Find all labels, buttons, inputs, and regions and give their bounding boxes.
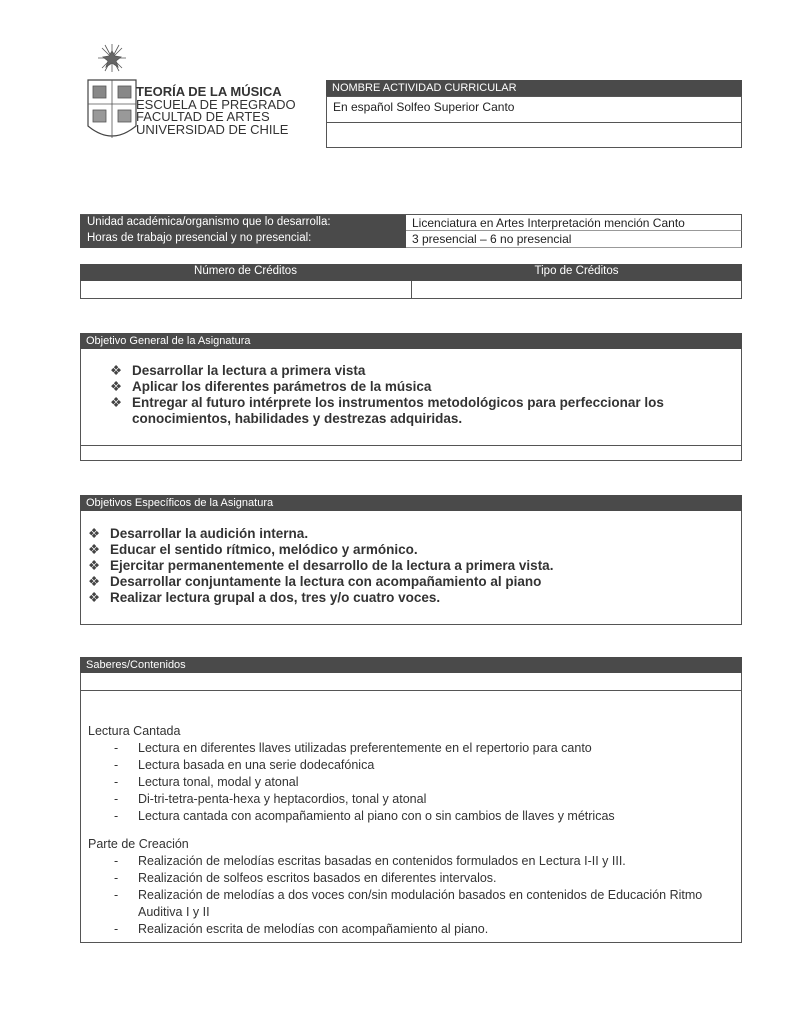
logo-line-1: TEORÍA DE LA MÚSICA: [136, 84, 282, 99]
university-logo: [84, 42, 324, 152]
university-seal-icon: [84, 42, 140, 152]
parte-creacion-title: Parte de Creación: [88, 837, 189, 851]
general-objective-item: ❖ Desarrollar la lectura a primera vista: [110, 363, 366, 378]
creacion-item: - Realización de solfeos escritos basados en diferentes intervalos.: [114, 871, 497, 885]
lectura-item: - Di-tri-tetra-penta-hexa y heptacordios, tonal y atonal: [114, 792, 427, 806]
credits-type-cell: [412, 281, 742, 298]
diamond-bullet-icon: ❖: [88, 542, 101, 557]
credits-number-cell: [81, 281, 412, 298]
general-objective-header: Objetivo General de la Asignatura: [80, 333, 742, 349]
lectura-item: - Lectura basada en una serie dodecafónica: [114, 758, 375, 772]
hours-value: 3 presencial – 6 no presencial: [406, 231, 742, 248]
specific-objective-item: ❖ Realizar lectura grupal a dos, tres y/o cuatro voces.: [88, 590, 441, 605]
lectura-item: - Lectura tonal, modal y atonal: [114, 775, 299, 789]
specific-objectives-section: [80, 495, 742, 625]
general-objective-item: ❖ Entregar al futuro intérprete los instrumentos metodológicos para perfeccionar los conocimientos, habilidades y destrezas adquiridas.: [110, 395, 664, 426]
specific-objective-item: ❖ Desarrollar conjuntamente la lectura con acompañamiento al piano: [88, 574, 542, 589]
academic-unit-table: [80, 214, 742, 248]
diamond-bullet-icon: ❖: [110, 379, 123, 394]
credits-table: [80, 264, 742, 299]
diamond-bullet-icon: ❖: [88, 574, 101, 589]
lectura-item: - Lectura cantada con acompañamiento al piano con o sin cambios de llaves y métricas: [114, 809, 615, 823]
credits-number-header: Número de Créditos: [194, 265, 297, 277]
general-objective-item: ❖ Aplicar los diferentes parámetros de la música: [110, 379, 432, 394]
diamond-bullet-icon: ❖: [88, 526, 101, 541]
diamond-bullet-icon: ❖: [88, 558, 101, 573]
credits-type-header: Tipo de Créditos: [534, 265, 619, 277]
creacion-item: - Realización de melodías a dos voces con/sin modulación basados en contenidos de Educación Ritmo Auditiva I y II: [114, 888, 703, 919]
activity-name-header: NOMBRE ACTIVIDAD CURRICULAR: [326, 80, 742, 96]
unit-label: Unidad académica/organismo que lo desarrolla:: [80, 215, 406, 231]
activity-name-value-2: [327, 122, 741, 147]
creacion-item: - Realización de melodías escritas basadas en contenidos formulados en Lectura I-II y III.: [114, 854, 626, 868]
specific-objective-item: ❖ Desarrollar la audición interna.: [88, 526, 309, 541]
unit-value: Licenciatura en Artes Interpretación mención Canto: [406, 215, 742, 231]
diamond-bullet-icon: ❖: [88, 590, 101, 605]
hours-label: Horas de trabajo presencial y no presencial:: [80, 231, 406, 248]
diamond-bullet-icon: ❖: [110, 363, 123, 378]
activity-name-value: En español Solfeo Superior Canto: [333, 100, 515, 114]
logo-line-2: ESCUELA DE PREGRADO: [136, 96, 296, 112]
specific-objective-item: ❖ Ejercitar permanentemente el desarrollo de la lectura a primera vista.: [88, 558, 554, 573]
specific-objective-item: ❖ Educar el sentido rítmico, melódico y armónico.: [88, 542, 418, 557]
logo-line-4: UNIVERSIDAD DE CHILE: [136, 121, 289, 137]
lectura-item: - Lectura en diferentes llaves utilizadas preferentemente en el repertorio para canto: [114, 741, 592, 755]
specific-objectives-header: Objetivos Específicos de la Asignatura: [80, 495, 742, 511]
creacion-item: - Realización escrita de melodías con acompañamiento al piano.: [114, 922, 489, 936]
contents-header: Saberes/Contenidos: [80, 657, 742, 673]
logo-line-3: FACULTAD DE ARTES: [136, 109, 270, 124]
contents-section: [80, 657, 742, 943]
lectura-cantada-title: Lectura Cantada: [88, 724, 181, 738]
activity-name-table: [326, 80, 742, 148]
diamond-bullet-icon: ❖: [110, 395, 123, 410]
general-objective-section: [80, 333, 742, 461]
